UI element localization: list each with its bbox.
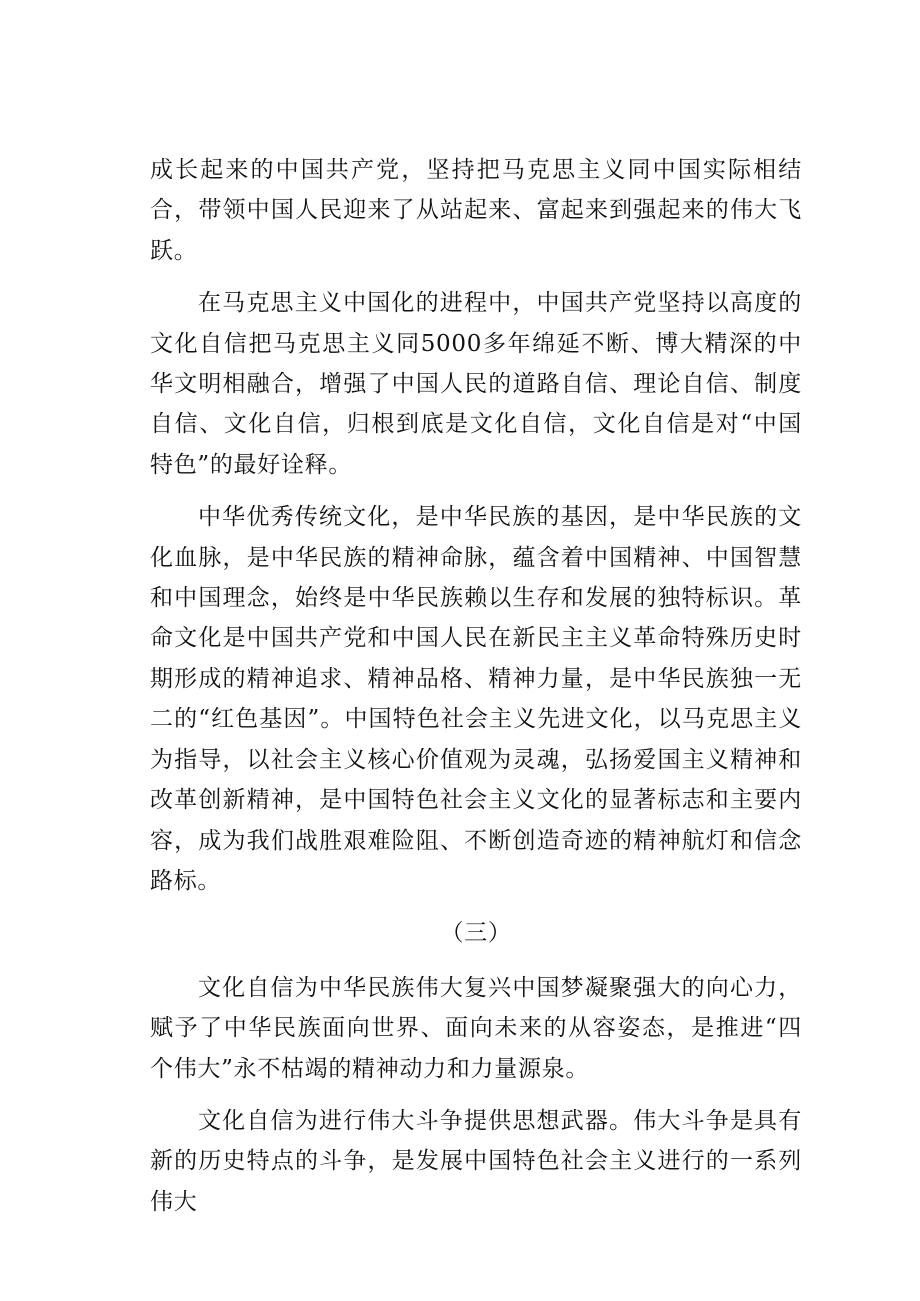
paragraph-gap xyxy=(150,271,802,283)
section-heading: （三） xyxy=(440,920,512,947)
paragraph-5: 文化自信为进行伟大斗争提供思想武器。伟大斗争是具有新的历史特点的斗争，是发展中国特色社会主义进行的一系列伟大 xyxy=(150,1107,802,1215)
paragraph-2: 在马克思主义中国化的进程中，中国共产党坚持以高度的文化自信把马克思主义同5000多年绵延不断、博大精深的中华文明相融合，增强了中国人民的道路自信、理论自信、制度自信、文化自信，归根到底是文化自信，文化自信是对“中国特色”的最好诠释。 xyxy=(150,290,802,478)
document-page xyxy=(150,150,802,1222)
heading-gap xyxy=(150,954,802,968)
paragraph-4: 文化自信为中华民族伟大复兴中国梦凝聚强大的向心力，赋予了中华民族面向世界、面向未来的从容姿态，是推进“四个伟大”永不枯竭的精神动力和力量源泉。 xyxy=(150,974,802,1082)
paragraph-gap xyxy=(150,485,802,497)
paragraph-3: 中华优秀传统文化，是中华民族的基因，是中华民族的文化血脉，是中华民族的精神命脉，蕴含着中国精神、中国智慧和中国理念，始终是中华民族赖以生存和发展的独特标识。革命文化是中国共产党和中国人民在新民主主义革命特殊历史时期形成的精神追求、精神品格、精神力量，是中华民族独一无二的“红色基因”。中国特色社会主义先进文化，以马克思主义为指导，以社会主义核心价值观为灵魂，弘扬爱国主义精神和改革创新精神，是中国特色社会主义文化的显著标志和主要内容，成为我们战胜艰难险阻、不断创造奇迹的精神航灯和信念路标。 xyxy=(150,504,802,894)
paragraph-1: 成长起来的中国共产党，坚持把马克思主义同中国实际相结合，带领中国人民迎来了从站起来、富起来到强起来的伟大飞跃。 xyxy=(150,157,802,264)
paragraph-gap xyxy=(150,901,802,913)
paragraph-gap xyxy=(150,1089,802,1101)
